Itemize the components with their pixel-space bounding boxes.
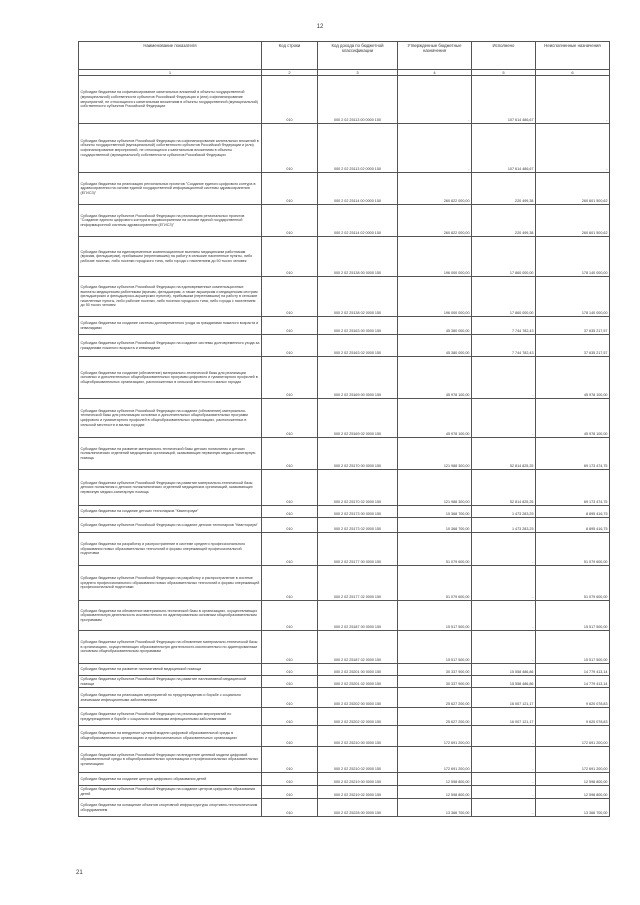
- row-name: Субсидии бюджетам на внедрение целевой модели цифровой образовательной среды в общеобразовательных организациях и профессиональных образовательных организациях: [79, 726, 262, 747]
- row-name: Субсидии бюджетам на разработку и распространение в системе среднего профессионального образования новых образовательных технологий и формы опережающей профессиональной подготовки: [79, 533, 262, 566]
- table-row: [79, 317, 610, 335]
- row-unexecuted: 69 173 474,75: [536, 438, 610, 470]
- row-name: Субсидии бюджетам на единовременные компенсационные выплаты медицинским работникам (врачам, фельдшерам), прибывшим (переехавшим) на работу в сельские населенные пункты, либо рабочие поселки, либо поселки городского типа, либо города с населением до 50 тысяч человек: [79, 237, 262, 277]
- row-approved: 196 000 000,00: [398, 277, 472, 317]
- row-code: 010: [262, 664, 318, 676]
- table-row: [79, 664, 610, 676]
- table-body: [79, 76, 610, 817]
- row-code: 010: [262, 357, 318, 399]
- row-kbk: 000 2 02 25170 00 0000 150: [318, 438, 398, 470]
- column-index: 2: [262, 70, 318, 76]
- row-approved: 13 366 700,00: [398, 799, 472, 817]
- row-kbk: 000 2 02 25173 00 0000 150: [318, 506, 398, 518]
- table-row: [79, 688, 610, 708]
- row-approved: 172 691 200,00: [398, 747, 472, 773]
- row-code: 010: [262, 438, 318, 470]
- row-kbk: 000 2 02 25113 02 0000 150: [318, 124, 398, 173]
- row-unexecuted: -: [536, 124, 610, 173]
- revenue-table: [78, 41, 610, 817]
- header-executed: Исполнено: [472, 42, 536, 70]
- row-kbk: 000 2 02 25163 00 0000 150: [318, 317, 398, 335]
- row-approved: 121 988 300,00: [398, 438, 472, 470]
- row-executed: 15 558 486,86: [472, 676, 536, 688]
- row-executed: -: [472, 601, 536, 631]
- row-code: 010: [262, 506, 318, 518]
- row-executed: 1 473 283,25: [472, 506, 536, 518]
- row-approved: 10 368 700,00: [398, 506, 472, 518]
- row-kbk: 000 2 02 25177 00 0000 150: [318, 533, 398, 566]
- row-executed: -: [472, 533, 536, 566]
- table-row: [79, 357, 610, 399]
- row-unexecuted: 51 079 600,00: [536, 566, 610, 601]
- row-executed: 17 860 000,00: [472, 277, 536, 317]
- table-row: [79, 277, 610, 317]
- row-name: Субсидии бюджетам на оснащение объектов спортивной инфраструктуры спортивно-технологическим оборудованием: [79, 799, 262, 817]
- row-unexecuted: 37 635 217,57: [536, 335, 610, 357]
- row-code: 010: [262, 773, 318, 786]
- row-approved: 30 337 900,00: [398, 676, 472, 688]
- row-name: Субсидии бюджетам субъектов Российской Федерации на реализацию региональных проектов "Создание единого цифрового контура в здравоохранении на основе единой государственной информационной системы здравоохранения (ЕГИСЗ)": [79, 205, 262, 237]
- row-name: Субсидии бюджетам на реализацию мероприятий по предупреждению и борьбе с социально значимыми инфекционными заболеваниями: [79, 688, 262, 708]
- header-approved: Утвержденные бюджетные назначения: [398, 42, 472, 70]
- row-executed: 17 860 000,00: [472, 237, 536, 277]
- row-executed: 7 744 782,43: [472, 335, 536, 357]
- row-executed: -: [472, 566, 536, 601]
- row-kbk: 000 2 02 25169 02 0000 150: [318, 399, 398, 438]
- row-kbk: 000 2 02 25210 00 0000 150: [318, 726, 398, 747]
- row-approved: 45 380 000,00: [398, 335, 472, 357]
- row-code: 010: [262, 76, 318, 124]
- row-code: 010: [262, 631, 318, 664]
- row-approved: 15 517 500,00: [398, 601, 472, 631]
- row-code: 010: [262, 317, 318, 335]
- row-unexecuted: 8 895 416,75: [536, 506, 610, 518]
- row-code: 010: [262, 124, 318, 173]
- table-row: [79, 773, 610, 786]
- column-index: 6: [536, 70, 610, 76]
- row-unexecuted: 9 620 078,83: [536, 708, 610, 726]
- row-code: 010: [262, 518, 318, 533]
- row-code: 010: [262, 533, 318, 566]
- row-name: Субсидии бюджетам субъектов Российской Федерации на развитие материально-технической базы детских поликлиник и детских поликлинических отделений медицинских организаций, оказывающих первичную медико-санитарную помощь: [79, 470, 262, 506]
- row-unexecuted: 69 173 474,75: [536, 470, 610, 506]
- table-row: [79, 631, 610, 664]
- row-executed: 52 814 825,25: [472, 438, 536, 470]
- table-row: [79, 566, 610, 601]
- table-row: [79, 518, 610, 533]
- table-row: [79, 438, 610, 470]
- column-index: 5: [472, 70, 536, 76]
- row-code: 010: [262, 335, 318, 357]
- table-row: [79, 799, 610, 817]
- row-name: Субсидии бюджетам субъектов Российской Федерации на единовременные компенсационные выплаты медицинским работникам (врачам, фельдшерам, а также акушеркам и медицинским сестрам фельдшерских и фельдшерско-акушерских пунктов), прибывшим (переехавшим) на работу в сельские населенные пункты, либо рабочие поселки, либо поселки городского типа, либо города с населением до 50 тысяч человек: [79, 277, 262, 317]
- header-name: Наименование показателя: [79, 42, 262, 70]
- row-kbk: 000 2 02 25163 02 0000 150: [318, 335, 398, 357]
- header-row: [79, 42, 610, 70]
- column-index: 4: [398, 70, 472, 76]
- row-code: 010: [262, 747, 318, 773]
- row-name: Субсидии бюджетам субъектов Российской Федерации на создание системы долговременного ухода за гражданами пожилого возраста и инвалидами: [79, 335, 262, 357]
- row-kbk: 000 2 02 25210 02 0000 150: [318, 747, 398, 773]
- row-name: Субсидии бюджетам субъектов Российской Федерации на разработку и распространение в системе среднего профессионального образования новых образовательных технологий и формы опережающей профессиональной подготовки: [79, 566, 262, 601]
- row-executed: 52 814 825,25: [472, 470, 536, 506]
- row-unexecuted: 9 620 078,83: [536, 688, 610, 708]
- row-executed: 16 007 121,17: [472, 688, 536, 708]
- row-executed: 7 744 782,43: [472, 317, 536, 335]
- row-executed: 107 614 486,67: [472, 124, 536, 173]
- row-executed: -: [472, 773, 536, 786]
- row-kbk: 000 2 02 25201 00 0000 150: [318, 664, 398, 676]
- row-name: Субсидии бюджетам на софинансирование капитальных вложений в объекты государственной (муниципальной) собственности субъектов Российской Федерации и (или) софинансирование мероприятий, не относящихся к капитальным вложениям в объекты государственной (муниципальной) собственности субъектов Российской Федерации: [79, 76, 262, 124]
- row-kbk: 000 2 02 25202 00 0000 150: [318, 688, 398, 708]
- row-approved: 25 627 200,00: [398, 708, 472, 726]
- row-code: 010: [262, 708, 318, 726]
- row-approved: 25 627 200,00: [398, 688, 472, 708]
- row-kbk: 000 2 02 25138 02 0000 150: [318, 277, 398, 317]
- row-approved: 260 822 000,00: [398, 173, 472, 205]
- row-approved: 196 000 000,00: [398, 237, 472, 277]
- row-unexecuted: 178 140 000,00: [536, 277, 610, 317]
- header-kbk: Код дохода по бюджетной классификации: [318, 42, 398, 70]
- row-name: Субсидии бюджетам на обновление материально-технической базы в организациях, осуществляющих образовательную деятельность исключительно по адаптированным основным общеобразовательным программам: [79, 601, 262, 631]
- row-code: 010: [262, 726, 318, 747]
- row-approved: 121 988 300,00: [398, 470, 472, 506]
- row-unexecuted: 14 779 413,14: [536, 664, 610, 676]
- header-code: Код строки: [262, 42, 318, 70]
- row-unexecuted: 172 691 200,00: [536, 726, 610, 747]
- row-unexecuted: 260 601 500,62: [536, 173, 610, 205]
- row-name: Субсидии бюджетам субъектов Российской Федерации на создание (обновление) материально-технической базы для реализации основных и дополнительных общеобразовательных программ цифрового и гуманитарного профилей в общеобразовательных организациях, расположенных в сельской местности и малых городах: [79, 399, 262, 438]
- row-code: 010: [262, 237, 318, 277]
- footer-page-number: 21: [76, 870, 83, 876]
- row-unexecuted: 37 635 217,57: [536, 317, 610, 335]
- row-name: Субсидии бюджетам субъектов Российской Федерации на реализацию мероприятий по предупреждению и борьбе с социально значимыми инфекционными заболеваниями: [79, 708, 262, 726]
- row-unexecuted: 178 140 000,00: [536, 237, 610, 277]
- row-unexecuted: 15 517 500,00: [536, 601, 610, 631]
- page-number: 12: [316, 24, 324, 30]
- row-name: Субсидии бюджетам субъектов Российской Федерации на развитие паллиативной медицинской помощи: [79, 676, 262, 688]
- table-row: [79, 335, 610, 357]
- row-approved: -: [398, 76, 472, 124]
- row-executed: 16 007 121,17: [472, 708, 536, 726]
- table-row: [79, 399, 610, 438]
- row-executed: -: [472, 399, 536, 438]
- row-kbk: 000 2 02 25219 02 0000 150: [318, 786, 398, 799]
- row-unexecuted: 15 517 500,00: [536, 631, 610, 664]
- row-approved: 51 079 600,00: [398, 533, 472, 566]
- row-kbk: 000 2 02 25114 02 0000 150: [318, 205, 398, 237]
- table-row: [79, 76, 610, 124]
- row-executed: -: [472, 726, 536, 747]
- table-row: [79, 173, 610, 205]
- table-row: [79, 726, 610, 747]
- row-code: 010: [262, 205, 318, 237]
- row-code: 010: [262, 786, 318, 799]
- row-kbk: 000 2 02 25173 02 0000 150: [318, 518, 398, 533]
- row-name: Субсидии бюджетам субъектов Российской Федерации на внедрение целевой модели цифровой образовательной среды в общеобразовательных организациях и профессиональных образовательных организациях: [79, 747, 262, 773]
- row-unexecuted: 12 598 800,00: [536, 786, 610, 799]
- table-row: [79, 506, 610, 518]
- row-kbk: 000 2 02 25177 02 0000 150: [318, 566, 398, 601]
- row-kbk: 000 2 02 25201 02 0000 150: [318, 676, 398, 688]
- row-approved: 51 079 600,00: [398, 566, 472, 601]
- row-executed: -: [472, 357, 536, 399]
- row-approved: 12 598 800,00: [398, 786, 472, 799]
- row-kbk: 000 2 02 25187 02 0000 150: [318, 631, 398, 664]
- row-kbk: 000 2 02 25219 00 0000 150: [318, 773, 398, 786]
- row-executed: -: [472, 786, 536, 799]
- row-unexecuted: 13 366 700,00: [536, 799, 610, 817]
- table-row: [79, 601, 610, 631]
- row-name: Субсидии бюджетам на развитие паллиативной медицинской помощи: [79, 664, 262, 676]
- row-name: Субсидии бюджетам на создание (обновление) материально-технической базы для реализации основных и дополнительных общеобразовательных программ цифрового и гуманитарного профилей в общеобразовательных организациях, расположенных в сельской местности и малых городах: [79, 357, 262, 399]
- row-kbk: 000 2 02 25114 00 0000 150: [318, 173, 398, 205]
- row-code: 010: [262, 566, 318, 601]
- row-code: 010: [262, 277, 318, 317]
- row-unexecuted: 12 598 800,00: [536, 773, 610, 786]
- row-unexecuted: 260 601 500,62: [536, 205, 610, 237]
- row-kbk: 000 2 02 25113 00 0000 150: [318, 76, 398, 124]
- row-unexecuted: 51 079 600,00: [536, 533, 610, 566]
- row-kbk: 000 2 02 25228 00 0000 150: [318, 799, 398, 817]
- table-row: [79, 786, 610, 799]
- row-approved: 12 598 800,00: [398, 773, 472, 786]
- column-index: 1: [79, 70, 262, 76]
- row-kbk: 000 2 02 25170 02 0000 150: [318, 470, 398, 506]
- table-row: [79, 124, 610, 173]
- row-name: Субсидии бюджетам на реализацию региональных проектов "Создание единого цифрового контура в здравоохранении на основе единой государственной информационной системы здравоохранения (ЕГИСЗ)": [79, 173, 262, 205]
- row-kbk: 000 2 02 25138 00 0000 150: [318, 237, 398, 277]
- header-unexecuted: Неисполненные назначения: [536, 42, 610, 70]
- row-code: 010: [262, 399, 318, 438]
- table-row: [79, 676, 610, 688]
- table-row: [79, 747, 610, 773]
- row-code: 010: [262, 676, 318, 688]
- row-unexecuted: 172 691 200,00: [536, 747, 610, 773]
- row-unexecuted: 45 978 100,00: [536, 399, 610, 438]
- table-row: [79, 237, 610, 277]
- row-approved: 45 380 000,00: [398, 317, 472, 335]
- row-unexecuted: 45 978 100,00: [536, 357, 610, 399]
- row-name: Субсидии бюджетам субъектов Российской Федерации на обновление материально-технической базы в организациях, осуществляющих образовательную деятельность исключительно по адаптированным основным общеобразовательным программам: [79, 631, 262, 664]
- row-code: 010: [262, 470, 318, 506]
- row-kbk: 000 2 02 25169 00 0000 150: [318, 357, 398, 399]
- row-name: Субсидии бюджетам субъектов Российской Федерации на создание центров цифрового образования детей: [79, 786, 262, 799]
- row-executed: -: [472, 747, 536, 773]
- row-executed: 220 499,38: [472, 205, 536, 237]
- row-approved: 45 978 100,00: [398, 357, 472, 399]
- row-name: Субсидии бюджетам субъектов Российской Федерации на софинансирование капитальных вложений в объекты государственной (муниципальной) собственности субъектов Российской Федерации и (или) софинансирование мероприятий, не относящихся к капитальным вложениям в объекты государственной (муниципальной) собственности субъектов Российской Федерации: [79, 124, 262, 173]
- row-code: 010: [262, 601, 318, 631]
- row-name: Субсидии бюджетам субъектов Российской Федерации на создание детских технопарков "Кванториум": [79, 518, 262, 533]
- row-code: 010: [262, 799, 318, 817]
- table-row: [79, 470, 610, 506]
- row-executed: 220 499,38: [472, 173, 536, 205]
- table-row: [79, 708, 610, 726]
- row-unexecuted: 8 895 416,75: [536, 518, 610, 533]
- row-executed: 1 473 283,25: [472, 518, 536, 533]
- row-approved: -: [398, 124, 472, 173]
- row-unexecuted: 14 779 413,14: [536, 676, 610, 688]
- row-executed: -: [472, 631, 536, 664]
- row-code: 010: [262, 173, 318, 205]
- row-approved: 15 517 500,00: [398, 631, 472, 664]
- row-approved: 30 337 900,00: [398, 664, 472, 676]
- row-approved: 45 978 100,00: [398, 399, 472, 438]
- table-row: [79, 533, 610, 566]
- row-executed: 15 558 486,86: [472, 664, 536, 676]
- row-approved: 260 822 000,00: [398, 205, 472, 237]
- row-approved: 172 691 200,00: [398, 726, 472, 747]
- row-approved: 10 368 700,00: [398, 518, 472, 533]
- row-name: Субсидии бюджетам на создание центров цифрового образования детей: [79, 773, 262, 786]
- row-executed: 107 614 486,67: [472, 76, 536, 124]
- row-code: 010: [262, 688, 318, 708]
- row-unexecuted: -: [536, 76, 610, 124]
- row-kbk: 000 2 02 25202 02 0000 150: [318, 708, 398, 726]
- row-name: Субсидии бюджетам на создание детских технопарков "Кванториум": [79, 506, 262, 518]
- table-row: [79, 205, 610, 237]
- row-executed: -: [472, 799, 536, 817]
- row-name: Субсидии бюджетам на создание системы долговременного ухода за гражданами пожилого возраста и инвалидами: [79, 317, 262, 335]
- row-name: Субсидии бюджетам на развитие материально-технической базы детских поликлиник и детских поликлинических отделений медицинских организаций, оказывающих первичную медико-санитарную помощь: [79, 438, 262, 470]
- column-index: 3: [318, 70, 398, 76]
- row-kbk: 000 2 02 25187 00 0000 150: [318, 601, 398, 631]
